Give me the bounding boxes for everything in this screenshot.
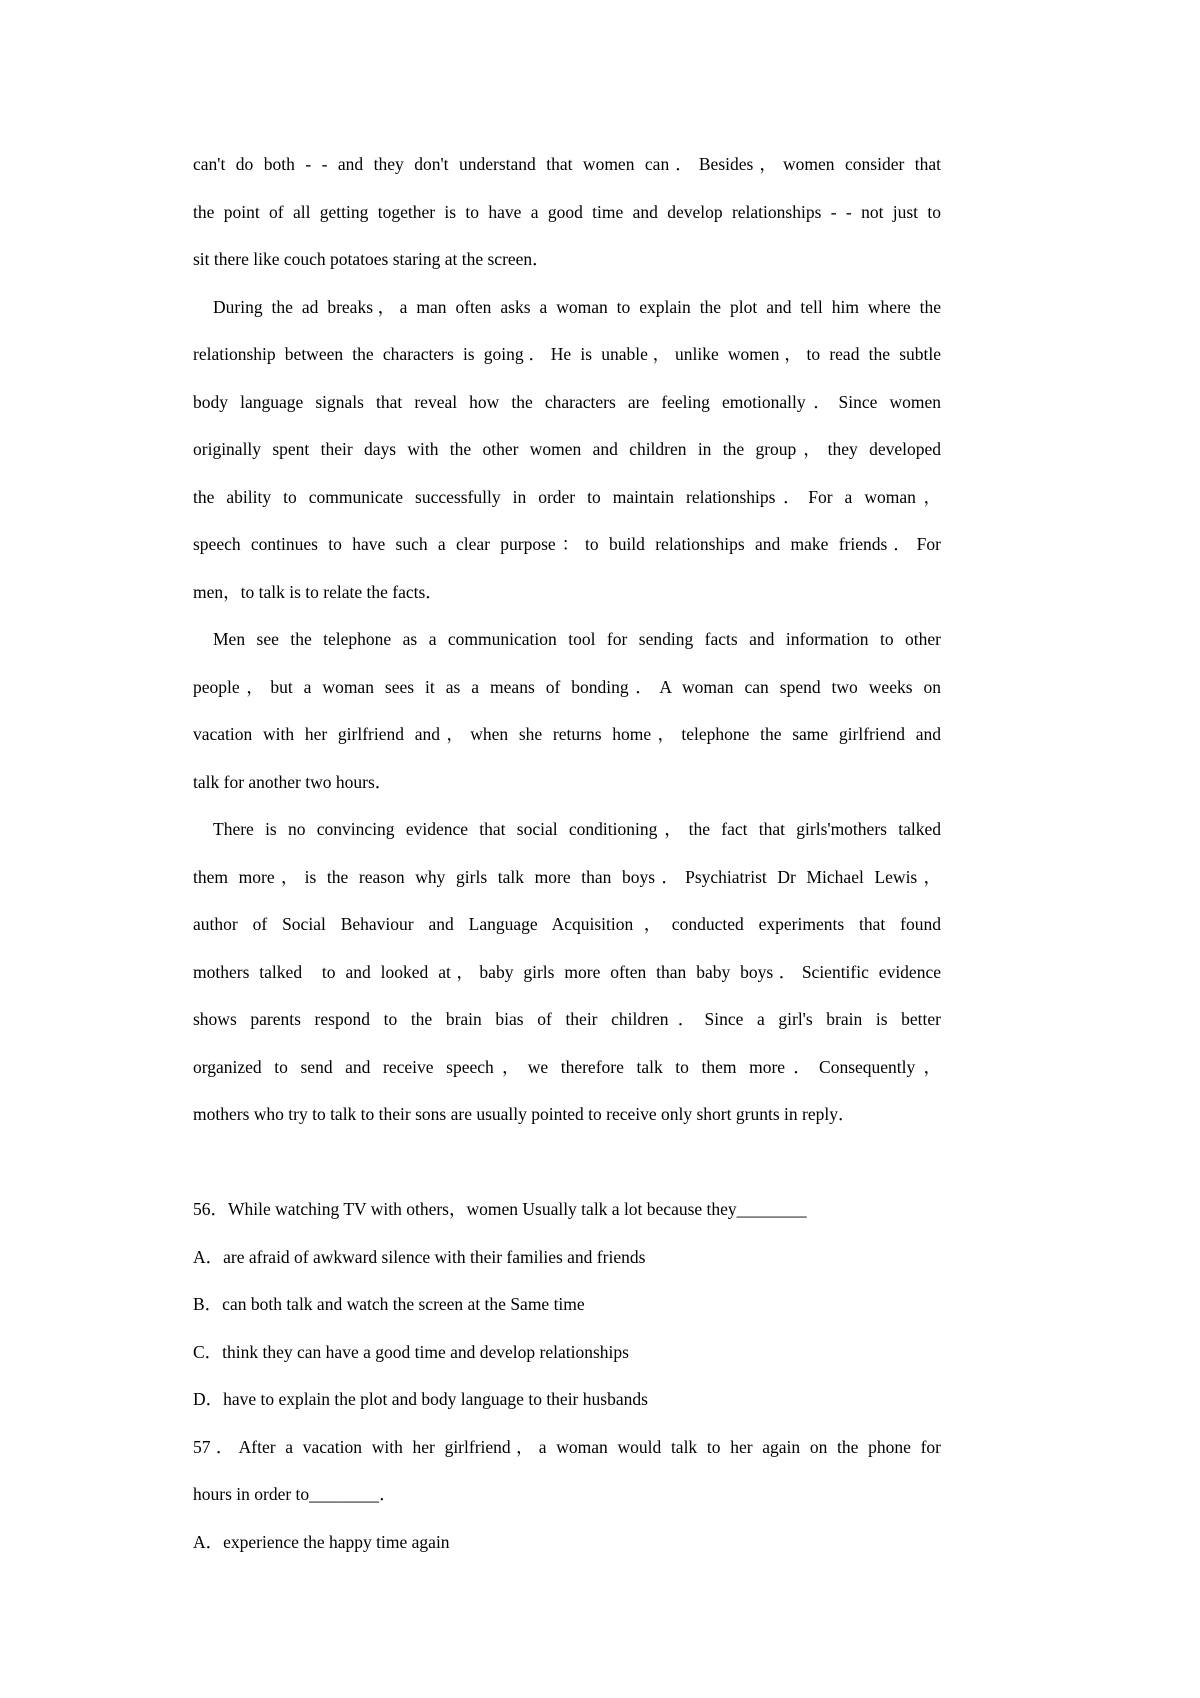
passage-paragraph-3 [193, 616, 941, 806]
passage-line: men，to talk is to relate the facts． [193, 581, 443, 602]
passage-line: There is no convincing evidence that social conditioning，the fact that girls'mothers talked [213, 819, 941, 839]
question-56-option-d: D．have to explain the plot and body language to their husbands [193, 1389, 648, 1409]
passage-line: the ability to communicate successfully in order to maintain relationships．For a woman， [193, 486, 941, 507]
passage-line: talk for another two hours． [193, 771, 393, 792]
passage-line: During the ad breaks，a man often asks a woman to explain the plot and tell him where the [213, 296, 941, 317]
passage-paragraph-4 [193, 806, 941, 1139]
passage-line: mothers talked to and looked at，baby girls more often than baby boys．Scientific evidence [193, 961, 941, 982]
question-56-stem: 56．While watching TV with others，women Usually talk a lot because they________ [193, 1199, 807, 1219]
question-57-option-a: A．experience the happy time again [193, 1531, 450, 1552]
passage-paragraph-1 [193, 141, 941, 284]
passage-line: body language signals that reveal how the characters are feeling emotionally．Since women [193, 391, 941, 412]
passage-line: mothers who try to talk to their sons are usually pointed to receive only short grunts in reply． [193, 1104, 856, 1124]
passage-line: shows parents respond to the brain bias of their children．Since a girl's brain is better [193, 1009, 941, 1029]
question-56-option-a: A．are afraid of awkward silence with their families and friends [193, 1246, 646, 1267]
passage-line: the point of all getting together is to have a good time and develop relationships - - not just to [193, 201, 941, 222]
passage-line: author of Social Behaviour and Language Acquisition，conducted experiments that found [193, 914, 941, 934]
passage-line: vacation with her girlfriend and，when she returns home，telephone the same girlfriend and [193, 724, 941, 744]
passage-line: people，but a woman sees it as a means of bonding．A woman can spend two weeks on [193, 676, 941, 697]
passage-paragraph-2 [193, 284, 941, 617]
passage-line: organized to send and receive speech，we therefore talk to them more．Consequently， [193, 1056, 941, 1077]
passage-line: Men see the telephone as a communication tool for sending facts and information to other [213, 629, 941, 649]
question-57-stem-line-1: 57．After a vacation with her girlfriend，a woman would talk to her again on the phone for [193, 1436, 941, 1457]
passage-line: can't do both - - and they don't understand that women can．Besides，women consider that [193, 154, 941, 174]
passage-line: them more，is the reason why girls talk more than boys．Psychiatrist Dr Michael Lewis， [193, 866, 941, 887]
passage-and-questions [193, 141, 941, 1566]
question-56-option-c: C．think they can have a good time and develop relationships [193, 1341, 629, 1362]
passage-line: relationship between the characters is going．He is unable，unlike women，to read the subtle [193, 344, 941, 364]
passage-line: speech continues to have such a clear purpose：to build relationships and make friends．For [193, 534, 941, 554]
passage-line: sit there like couch potatoes staring at the screen． [193, 249, 550, 269]
questions-block [193, 1186, 941, 1566]
question-56-option-b: B．can both talk and watch the screen at the Same time [193, 1294, 585, 1314]
passage-line: originally spent their days with the other women and children in the group，they developed [193, 439, 941, 459]
question-57-stem-line-2: hours in order to________． [193, 1484, 397, 1504]
